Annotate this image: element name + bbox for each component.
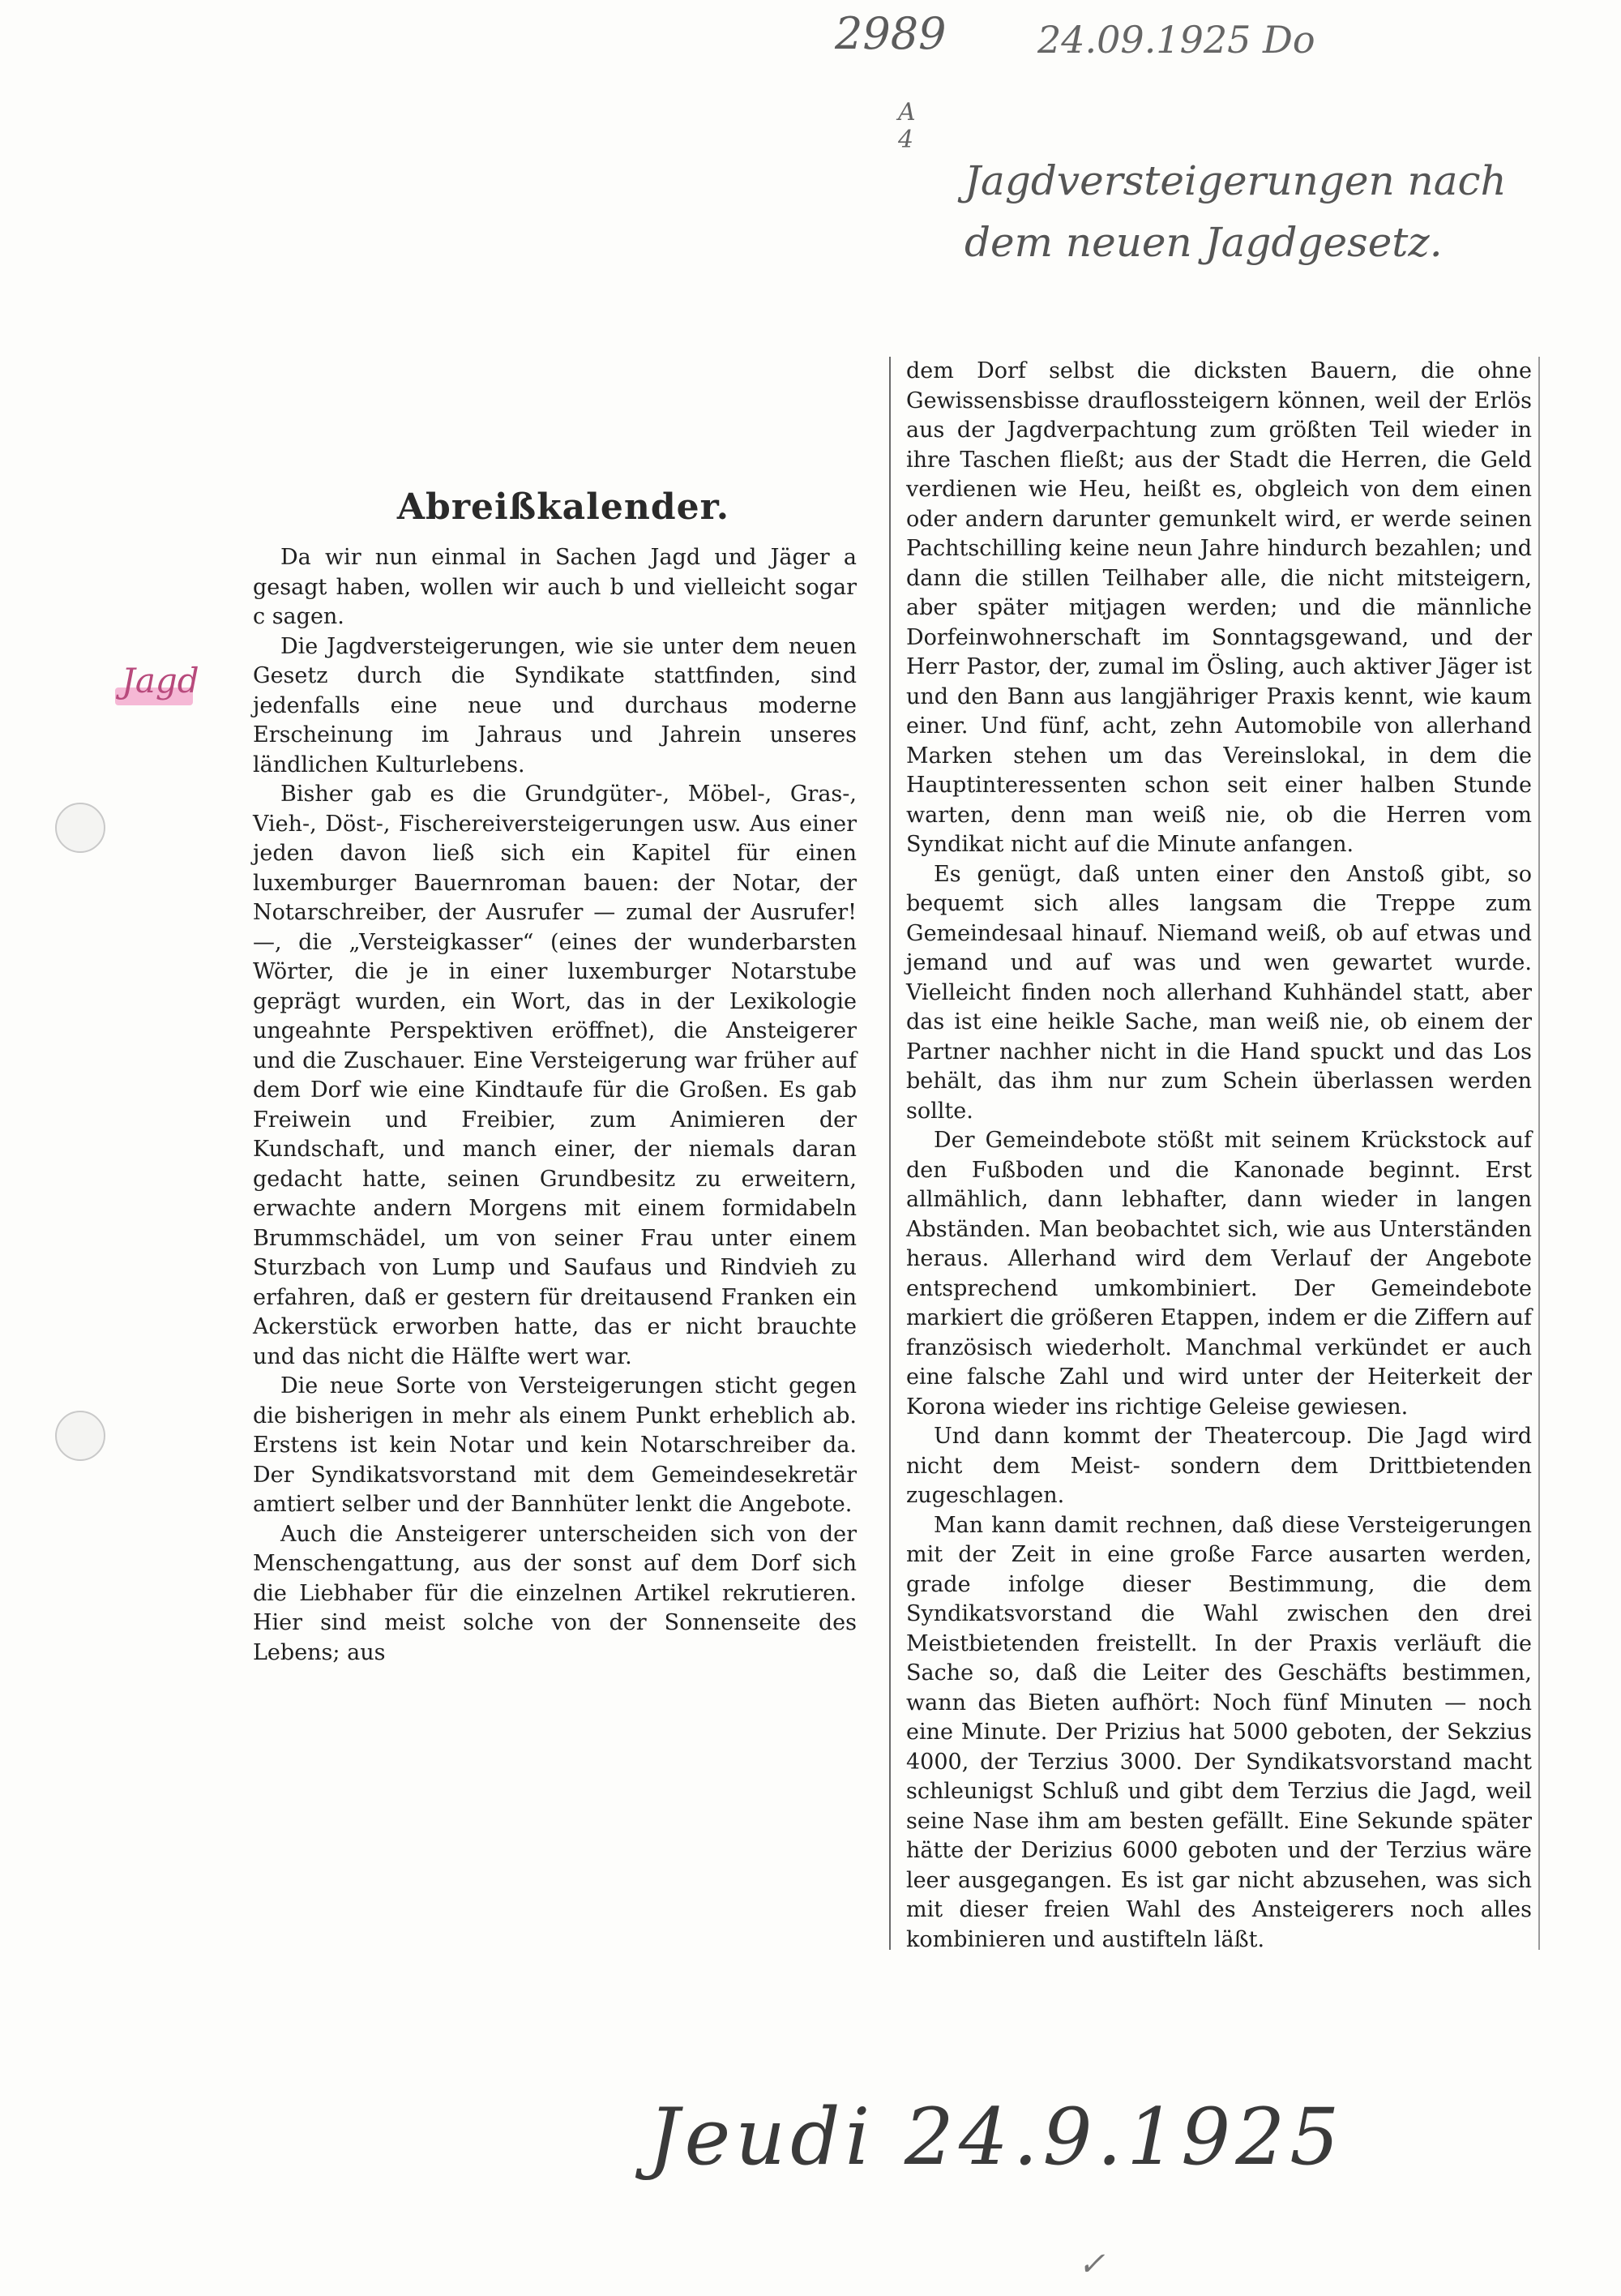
article-title: Abreißkalender. bbox=[396, 486, 730, 528]
paragraph: Die Jagdversteigerungen, wie sie unter dem neuen Gesetz durch die Syndikate stattfinden, sind jedenfalls eine neue und durchaus moderne Erscheinung im Jahraus und Jahrein unseres ländlichen Kulturlebens. bbox=[253, 633, 857, 777]
clipping-edge bbox=[1538, 357, 1540, 1950]
handwritten-date-bottom: Jeudi 24.9.1925 bbox=[648, 2092, 1345, 2182]
paragraph: Der Gemeindebote stößt mit seinem Krückstock auf den Fußboden und die Kanonade beginnt. Erst allmählich, dann lebhafter, dann wieder in langen Abständen. Man beobachtet sich, wie aus Unterständen heraus. Allerhand wird dem Verlauf der Angebote entsprechend umkombiniert. Der Gemeindebote markiert die größeren Etappen, indem er die Ziffern auf französisch wiederholt. Manchmal verkündet er auch eine falsche Zahl und wird unter der Heiterkeit der Korona wieder ins richtige Geleise gewiesen. bbox=[906, 1128, 1532, 1420]
check-mark: ✓ bbox=[1078, 2246, 1106, 2283]
archive-number: 2989 bbox=[835, 8, 947, 59]
article-column-right bbox=[906, 357, 1532, 1955]
paragraph: Auch die Ansteigerer unterscheiden sich von der Menschengattung, aus der sonst auf dem Dorf sich die Liebhaber für die einzelnen Artikel rekrutieren. Hier sind meist solche von der Sonnenseite des Lebens; aus bbox=[253, 1521, 857, 1665]
handwritten-keyword: Jagd bbox=[122, 661, 199, 700]
handwritten-date-top: 24.09.1925 Do bbox=[1037, 18, 1315, 62]
punch-hole-upper bbox=[55, 803, 105, 853]
column-divider bbox=[889, 357, 891, 1950]
paragraph: dem Dorf selbst die dicksten Bauern, die ohne Gewissensbisse drauflossteigern können, weil der Erlös aus der Jagdverpachtung zum größten Teil wieder in ihre Taschen fließt; aus der Stadt die Herren, die Geld verdienen wie Heu, heißt es, obgleich von dem einen oder andern darunter gemunkelt wird, er werde seinen Pachtschilling keine neun Jahre hindurch bezahlen; und dann die stillen Teilhaber alle, die nicht mitsteigern, aber später mitjagen werden; und die männliche Dorfeinwohnerschaft im Sonntagsgewand, und der Herr Pastor, der, zumal im Ösling, auch aktiver Jäger ist und den Bann aus langjähriger Praxis kennt, wie kaum einer. Und fünf, acht, zehn Automobile von allerhand Marken stehen um das Vereinslokal, in dem die Hauptinteressenten schon seit einer halben Stunde warten, denn man weiß nie, ob die Herren vom Syndikat nicht auf die Minute anfangen. bbox=[906, 358, 1532, 857]
handwritten-margin-code: A 4 bbox=[898, 98, 916, 154]
paragraph: Man kann damit rechnen, daß diese Versteigerungen mit der Zeit in eine große Farce ausarten werden, grade infolge dieser Bestimmung, die dem Syndikatsvorstand die Wahl zwischen den drei Meistbietenden freistellt. In der Praxis verläuft die Sache so, daß die Leiter des Geschäfts bestimmen, wann das Bieten aufhört: Noch fünf Minuten — noch eine Minute. Der Prizius hat 5000 geboten, der Sekzius 4000, der Terzius 3000. Der Syndikatsvorstand macht schleunigst Schluß und gibt dem Terzius die Jagd, weil seine Nase ihm am besten gefällt. Eine Sekunde später hätte der Derizius 6000 geboten und der Terzius wäre leer ausgegangen. Es ist gar nicht abzusehen, was sich mit dieser freien Wahl des Ansteigerers noch alles kombinieren und austifteln läßt. bbox=[906, 1512, 1532, 1952]
paragraph: Bisher gab es die Grundgüter-, Möbel-, Gras-, Vieh-, Döst-, Fischereiversteigerungen usw. Aus einer jeden davon ließ sich ein Kapitel für einen luxemburger Bauernroman bauen: der Notar, der Notarschreiber, der Ausrufer — zumal der Ausrufer! —, die „Versteigkasser“ (eines der wunderbarsten Wörter, die je in einer luxemburger Notarstube geprägt wurden, ein Wort, das in der Lexikologie ungeahnte Perspektiven eröffnet), die Ansteigerer und die Zuschauer. Eine Versteigerung war früher auf dem Dorf wie eine Kindtaufe für die Großen. Es gab Freiwein und Freibier, zum Animieren der Kundschaft, und manch einer, der niemals daran gedacht hatte, seinen Grundbesitz zu erweitern, erwachte andern Morgens mit einem formidabeln Brummschädel, um von seiner Frau unter einem Sturzbach von Lump und Saufaus und Rindvieh zu erfahren, daß er gestern für dreitausend Franken ein Ackerstück erworben hatte, das er nicht brauchte und das nicht die Hälfte wert war. bbox=[253, 782, 857, 1369]
paragraph: Und dann kommt der Theatercoup. Die Jagd wird nicht dem Meist- sondern dem Drittbietenden zugeschlagen. bbox=[906, 1424, 1532, 1508]
paragraph: Da wir nun einmal in Sachen Jagd und Jäger a gesagt haben, wollen wir auch b und vielleicht sogar c sagen. bbox=[253, 545, 857, 629]
punch-hole-lower bbox=[55, 1411, 105, 1461]
paragraph: Die neue Sorte von Versteigerungen sticht gegen die bisherigen in mehr als einem Punkt erheblich ab. Erstens ist kein Notar und kein Notarschreiber da. Der Syndikatsvorstand mit dem Gemeindesekretär amtiert selber und der Bannhüter lenkt die Angebote. bbox=[253, 1373, 857, 1517]
article-column-left bbox=[253, 543, 857, 1668]
handwritten-title-note: Jagdversteigerungen nach dem neuen Jagdgesetz. bbox=[964, 157, 1507, 266]
paragraph: Es genügt, daß unten einer den Anstoß gibt, so bequemt sich alles langsam die Treppe zum Gemeindesaal hinauf. Niemand weiß, ob auf etwas und jemand und auf was und wen gewartet wurde. Vielleicht finden noch allerhand Kuhhändel statt, aber das ist eine heikle Sache, man weiß nie, ob einem der Partner nachher nicht in die Hand spuckt und das Los behält, das ihm nur zum Schein überlassen werden sollte. bbox=[906, 861, 1532, 1124]
